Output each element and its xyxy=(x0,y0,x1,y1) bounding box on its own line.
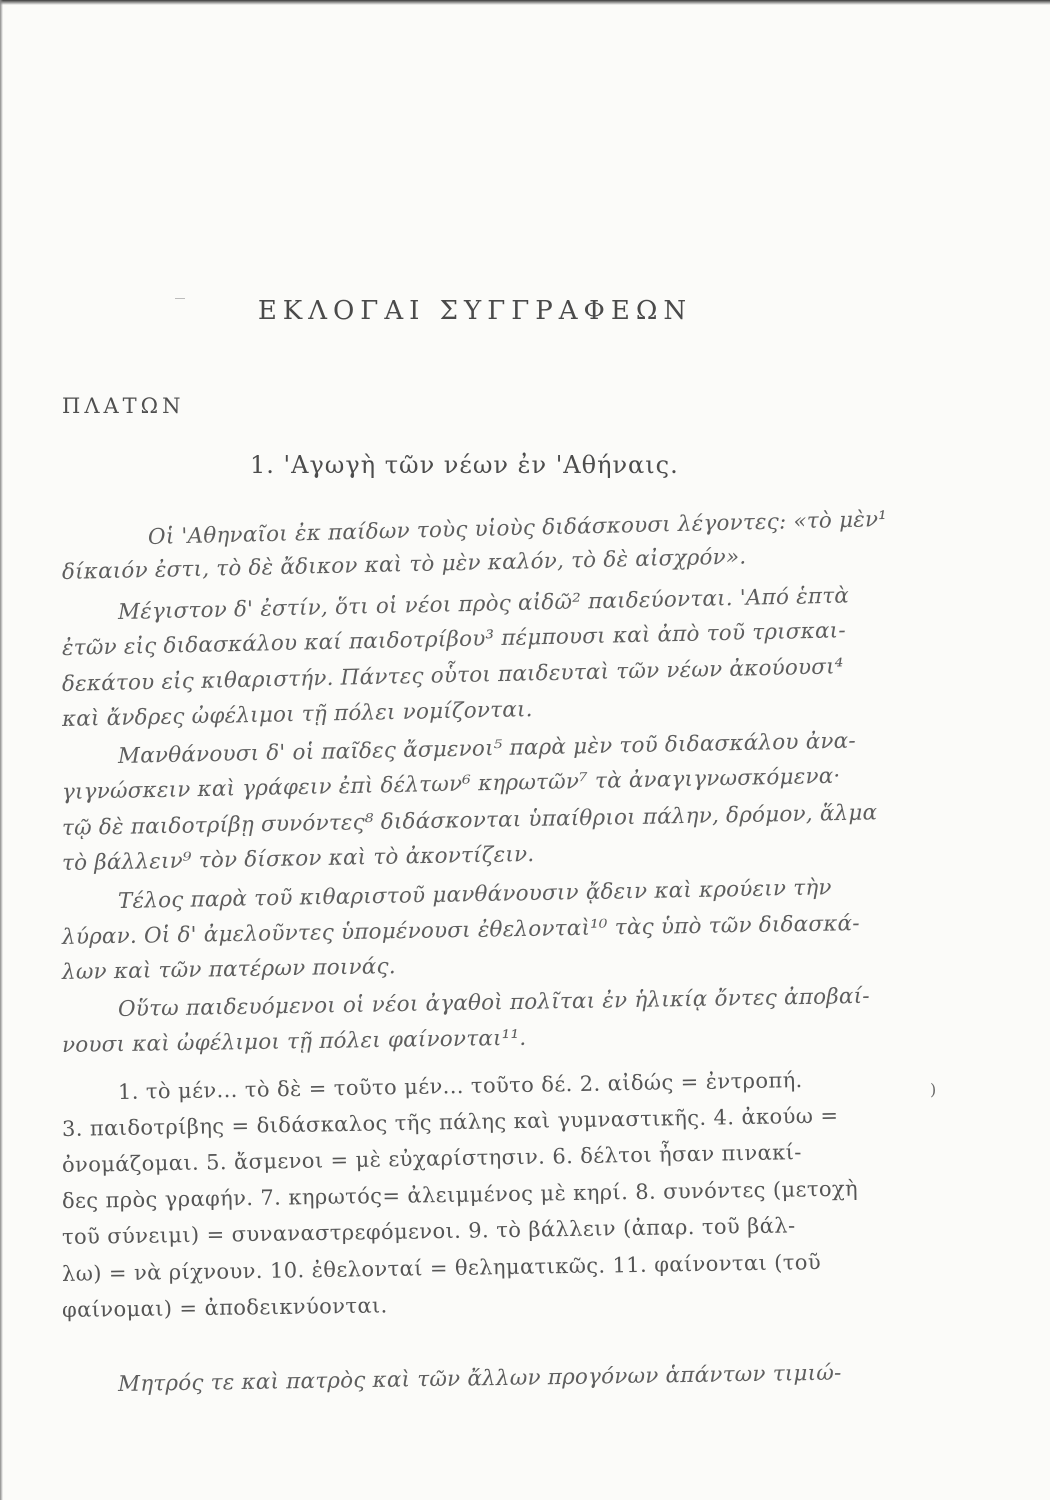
footnote-line-2: 3. παιδοτρίβης = διδάσκαλος τῆς πάλης καὶ γυμναστικῆς. 4. ἀκούω = xyxy=(61,1103,839,1141)
passage-line-1: Οἱ 'Αθηναῖοι ἐκ παίδων τοὺς υἱοὺς διδάσκουσι λέγοντες: «τὸ μὲν¹ xyxy=(147,506,888,550)
footnote-line-4: δες πρὸς γραφήν. 7. κηρωτός= ἀλειμμένος μὲ κηρί. 8. συνόντες (μετοχὴ xyxy=(61,1176,859,1213)
passage-line-9: τῷ δὲ παιδοτρίβῃ συνόντες⁸ διδάσκονται ὑπαίθριοι πάλην, δρόμον, ἅλμα xyxy=(61,800,878,841)
passage-line-4: ἐτῶν εἰς διδασκάλου καί παιδοτρίβου³ πέμπουσι καὶ ἀπὸ τοῦ τρισκαι- xyxy=(61,618,847,661)
passage-line-6: καὶ ἄνδρες ὠφέλιμοι τῇ πόλει νομίζονται. xyxy=(61,697,533,732)
passage-line-7: Μανθάνουσι δ' οἱ παῖδες ἄσμενοι⁵ παρὰ μὲν τοῦ διδασκάλου ἀνα- xyxy=(117,728,857,769)
passage-line-11: Τέλος παρὰ τοῦ κιθαριστοῦ μανθάνουσιν ᾄδειν καὶ κρούειν τὴν xyxy=(117,875,832,914)
passage-line-5: δεκάτου εἰς κιθαριστήν. Πάντες οὗτοι παιδευταὶ τῶν νέων ἀκούουσι⁴ xyxy=(61,654,844,697)
footnote-line-3: ὀνομάζομαι. 5. ἄσμενοι = μὲ εὐχαρίστησιν. 6. δέλτοι ἦσαν πινακί- xyxy=(61,1140,803,1177)
passage-line-13: λων καὶ τῶν πατέρων ποινάς. xyxy=(61,954,396,985)
footnote-line-5: τοῦ σύνειμι) = συναναστρεφόμενοι. 9. τὸ βάλλειν (ἀπαρ. τοῦ βάλ- xyxy=(61,1213,796,1249)
scan-top-edge xyxy=(0,0,1050,5)
passage-line-10: τὸ βάλλειν⁹ τὸν δίσκον καὶ τὸ ἀκοντίζειν. xyxy=(61,841,535,876)
footnote-line-1: 1. τὸ μέν... τὸ δὲ = τοῦτο μέν... τοῦτο δέ. 2. αἰδώς = ἐντροπή. xyxy=(117,1068,803,1104)
passage-line-3: Μέγιστον δ' ἐστίν, ὅτι οἱ νέοι πρὸς αἰδῶ² παιδεύονται. 'Από ἑπτὰ xyxy=(117,583,850,625)
passage-line-15: νουσι καὶ ὠφέλιμοι τῇ πόλει φαίνονται¹¹. xyxy=(61,1025,527,1058)
footnote-line-6: λω) = νὰ ρίχνουν. 10. ἐθελονταί = θεληματικῶς. 11. φαίνονται (τοῦ xyxy=(61,1250,822,1286)
margin-bracket-mark: ) xyxy=(930,1080,937,1099)
continuation-line: Μητρός τε καὶ πατρὸς καὶ τῶν ἄλλων προγόνων ἁπάντων τιμιώ- xyxy=(117,1360,842,1397)
page-title: ΕΚΛΟΓΑΙ ΣΥΓΓΡΑΦΕΩΝ xyxy=(257,296,693,326)
scan-left-edge xyxy=(0,0,3,1500)
passage-line-14: Οὕτω παιδευόμενοι οἱ νέοι ἀγαθοὶ πολῖται ἐν ἡλικίᾳ ὄντες ἀποβαί- xyxy=(117,983,870,1022)
passage-line-8: γιγνώσκειν καὶ γράφειν ἐπὶ δέλτων⁶ κηρωτῶν⁷ τὰ ἀναγιγνωσκόμενα· xyxy=(61,763,841,805)
section-heading: 1. 'Αγωγὴ τῶν νέων ἐν 'Αθήναις. xyxy=(250,451,679,479)
passage-line-12: λύραν. Οἱ δ' ἀμελοῦντες ὑπομένουσι ἐθελονταὶ¹⁰ τὰς ὑπὸ τῶν διδασκά- xyxy=(61,911,860,950)
author-heading: ΠΛΑΤΩΝ xyxy=(62,394,185,418)
passage-line-2: δίκαιόν ἐστι, τὸ δὲ ἄδικον καὶ τὸ μὲν καλόν, τὸ δὲ αἰσχρόν». xyxy=(61,544,747,585)
footnote-line-7: φαίνομαι) = ἀποδεικνύονται. xyxy=(61,1293,388,1322)
